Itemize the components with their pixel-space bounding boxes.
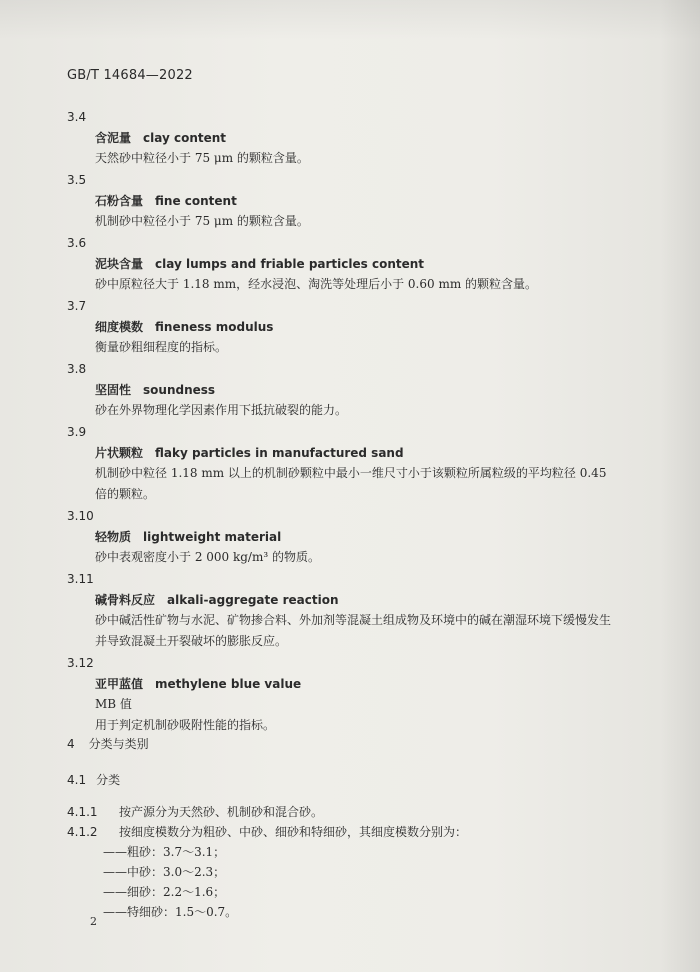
term-heading bbox=[67, 254, 647, 274]
section-4-heading bbox=[67, 734, 647, 754]
clause-text: 按细度模数分为粗砂、中砂、细砂和特细砂，其细度模数分别为： bbox=[119, 825, 468, 839]
term-english: alkali-aggregate reaction bbox=[167, 593, 339, 607]
term-heading bbox=[67, 527, 647, 547]
term-chinese: 片状颗粒 bbox=[95, 446, 144, 460]
term-chinese: 石粉含量 bbox=[95, 194, 144, 208]
term-english: flaky particles in manufactured sand bbox=[155, 446, 404, 460]
clause-line bbox=[67, 822, 647, 842]
clause-line bbox=[67, 802, 647, 822]
page-shadow-right bbox=[660, 0, 700, 972]
term-chinese: 亚甲蓝值 bbox=[95, 677, 144, 691]
term-entry bbox=[67, 232, 647, 295]
term-number: 3.8 bbox=[67, 362, 87, 376]
term-english: soundness bbox=[143, 383, 216, 397]
clause-number: 4.1.1 bbox=[67, 805, 98, 819]
term-entry bbox=[67, 505, 647, 568]
term-definition: MB 值 bbox=[95, 697, 132, 711]
standard-header: GB/T 14684—2022 bbox=[67, 68, 193, 83]
clauses-list bbox=[67, 802, 647, 922]
term-chinese: 含泥量 bbox=[95, 131, 132, 145]
term-english: fineness modulus bbox=[155, 320, 274, 334]
dash-list-item: ——细砂：2.2～1.6； bbox=[103, 885, 226, 899]
term-heading bbox=[67, 590, 647, 610]
subsection-heading bbox=[67, 770, 647, 790]
section-title: 分类与类别 bbox=[88, 737, 149, 751]
subsection-number: 4.1 bbox=[67, 773, 87, 787]
term-entry bbox=[67, 106, 647, 169]
term-definition: 砂中表观密度小于 2 000 kg/m³ 的物质。 bbox=[95, 550, 320, 564]
term-number: 3.9 bbox=[67, 425, 87, 439]
term-definition: 衡量砂粗细程度的指标。 bbox=[95, 340, 228, 354]
term-english: clay lumps and friable particles content bbox=[155, 257, 425, 271]
term-chinese: 泥块含量 bbox=[95, 257, 144, 271]
term-heading bbox=[67, 128, 647, 148]
clause-number: 4.1.2 bbox=[67, 825, 98, 839]
page-number: 2 bbox=[90, 915, 97, 928]
page-shadow-top bbox=[0, 0, 700, 40]
term-chinese: 坚固性 bbox=[95, 383, 132, 397]
term-chinese: 细度模数 bbox=[95, 320, 144, 334]
term-entry bbox=[67, 358, 647, 421]
term-entry bbox=[67, 295, 647, 358]
clause-text: 按产源分为天然砂、机制砂和混合砂。 bbox=[119, 805, 324, 819]
term-heading bbox=[67, 674, 647, 694]
term-number: 3.5 bbox=[67, 173, 87, 187]
term-definition: 并导致混凝土开裂破坏的膨胀反应。 bbox=[95, 634, 288, 648]
term-definition: 天然砂中粒径小于 75 μm 的颗粒含量。 bbox=[95, 151, 309, 165]
clause bbox=[67, 802, 647, 822]
section-number: 4 bbox=[67, 737, 75, 751]
term-english: methylene blue value bbox=[155, 677, 302, 691]
terms-list bbox=[67, 106, 647, 736]
term-number: 3.10 bbox=[67, 509, 94, 523]
term-definition: 机制砂中粒径 1.18 mm 以上的机制砂颗粒中最小一维尺寸小于该颗粒所属粒级的平均粒径 0.45 bbox=[95, 466, 607, 480]
term-number: 3.6 bbox=[67, 236, 87, 250]
term-definition: 砂在外界物理化学因素作用下抵抗破裂的能力。 bbox=[95, 403, 348, 417]
term-heading bbox=[67, 317, 647, 337]
dash-list bbox=[67, 842, 647, 922]
term-number: 3.7 bbox=[67, 299, 87, 313]
dash-list-item: ——粗砂：3.7～3.1； bbox=[103, 845, 226, 859]
term-number: 3.4 bbox=[67, 110, 87, 124]
term-definition: 砂中原粒径大于 1.18 mm，经水浸泡、淘洗等处理后小于 0.60 mm 的颗粒含量。 bbox=[95, 277, 538, 291]
term-entry bbox=[67, 421, 647, 505]
dash-list-item: ——特细砂：1.5～0.7。 bbox=[103, 905, 238, 919]
term-english: fine content bbox=[155, 194, 237, 208]
term-entry bbox=[67, 568, 647, 652]
term-chinese: 轻物质 bbox=[95, 530, 132, 544]
term-definition: 倍的颗粒。 bbox=[95, 487, 156, 501]
subsection-title: 分类 bbox=[96, 773, 121, 787]
term-entry bbox=[67, 169, 647, 232]
term-heading bbox=[67, 191, 647, 211]
term-definition: 机制砂中粒径小于 75 μm 的颗粒含量。 bbox=[95, 214, 309, 228]
term-english: clay content bbox=[143, 131, 227, 145]
term-heading bbox=[67, 443, 647, 463]
term-heading bbox=[67, 380, 647, 400]
clause bbox=[67, 822, 647, 922]
term-definition: 用于判定机制砂吸附性能的指标。 bbox=[95, 718, 276, 732]
term-chinese: 碱骨料反应 bbox=[95, 593, 156, 607]
term-number: 3.12 bbox=[67, 656, 94, 670]
term-english: lightweight material bbox=[143, 530, 282, 544]
term-entry bbox=[67, 652, 647, 736]
term-definition: 砂中碱活性矿物与水泥、矿物掺合料、外加剂等混凝土组成物及环境中的碱在潮湿环境下缓慢发生 bbox=[95, 613, 612, 627]
section-4 bbox=[67, 734, 647, 922]
dash-list-item: ——中砂：3.0～2.3； bbox=[103, 865, 226, 879]
term-number: 3.11 bbox=[67, 572, 94, 586]
